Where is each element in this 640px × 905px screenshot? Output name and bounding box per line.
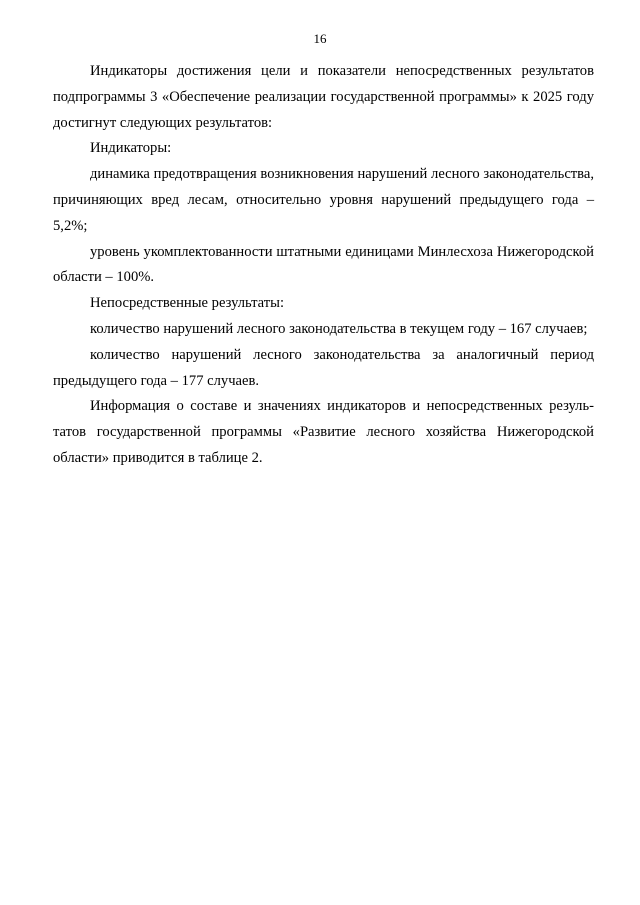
document-body	[53, 59, 594, 472]
paragraph-indicator-violation-prevention: динамика предотвращения возникновения нарушений лесного законодательства, причиняющих вред лесам, относительно уровня нарушений предыдущего года – 5,2%;	[53, 166, 594, 234]
paragraph-result-previous-year-violations: количество нарушений лесного законодательства за аналогичный период предыдущего года – 177 случаев.	[53, 346, 594, 389]
paragraph-indicators-heading: Индикаторы:	[90, 140, 172, 157]
page-number: 16	[313, 31, 327, 46]
paragraph-subprogram-3-results: Индикаторы достижения цели и показатели непосредственных результатов подпрограммы 3 «Обеспечение реализации государственной программы» к 2025 году достигнут следующих результатов:	[53, 63, 594, 131]
paragraph-result-current-year-violations: количество нарушений лесного законодательства в текущем году – 167 случаев;	[90, 320, 588, 337]
paragraph-direct-results-heading: Непосредственные результаты:	[90, 295, 285, 312]
paragraph-table-2-reference: Информация о составе и значениях индикаторов и непосредственных результатов государственной программы «Развитие лесного хозяйства Нижегородской области» приводится в таблице 2.	[53, 398, 594, 466]
paragraph-indicator-staffing-level: уровень укомплектованности штатными единицами Минлесхоза Нижегородской области – 100%.	[53, 243, 594, 286]
